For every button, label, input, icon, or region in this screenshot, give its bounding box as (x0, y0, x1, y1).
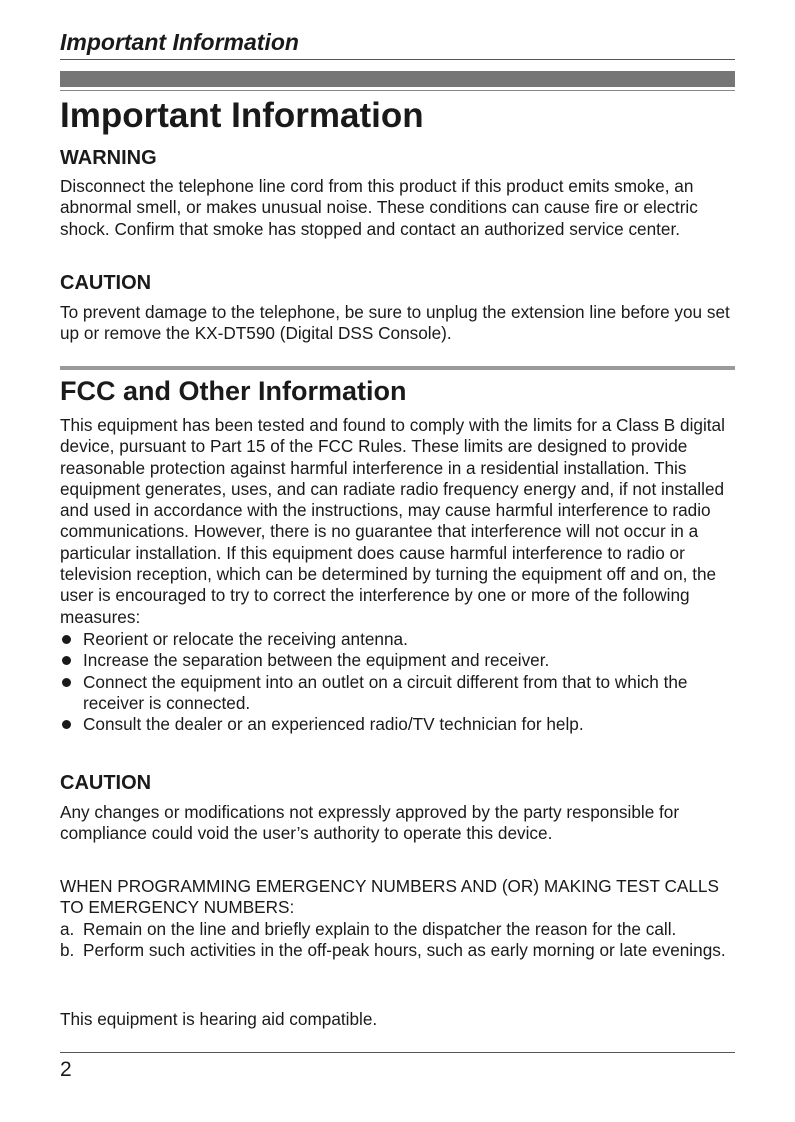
footer-rule (60, 1052, 735, 1053)
list-item: Increase the separation between the equipment and receiver. (60, 650, 735, 671)
emergency-intro: WHEN PROGRAMMING EMERGENCY NUMBERS AND (OR) MAKING TEST CALLS TO EMERGENCY NUMBERS: (60, 876, 719, 918)
bullet-icon (62, 720, 71, 729)
running-header: Important Information (60, 29, 299, 55)
warning-text: Disconnect the telephone line cord from this product if this product emits smoke, an abnormal smell, or makes unusual noise. These conditions can cause fire or electric shock. Confirm that smoke has stopped and contact an authorized service center. (60, 176, 698, 239)
fcc-heading: FCC and Other Information (60, 376, 407, 406)
caution-text: To prevent damage to the telephone, be sure to unplug the extension line before you set up or remove the KX-DT590 (Digital DSS Console). (60, 302, 730, 344)
section-gray-bar (60, 71, 735, 87)
list-item: Connect the equipment into an outlet on a circuit different from that to which the receiver is connected. (60, 672, 735, 715)
warning-heading: WARNING (60, 147, 157, 169)
bullet-icon (62, 635, 71, 644)
fcc-text: This equipment has been tested and found to comply with the limits for a Class B digital device, pursuant to Part 15 of the FCC Rules. These limits are designed to provide reasonable protection against harmful interference in a residential installation. This equipment generates, uses, and can radiate radio frequency energy and, if not installed and used in accordance with the instructions, may cause harmful interference to radio communications. However, there is no guarantee that interference will not occur in a particular installation. If this equipment does cause harmful interference to radio or television reception, which can be determined by turning the equipment off and on, the user is encouraged to try to correct the interference by one or more of the following measures: (60, 415, 725, 627)
list-item: b. Perform such activities in the off-peak hours, such as early morning or late evenings. (60, 940, 726, 961)
list-item: Reorient or relocate the receiving antenna. (60, 629, 735, 650)
page-number: 2 (60, 1058, 72, 1081)
page-title: Important Information (60, 96, 424, 135)
caution-heading-2: CAUTION (60, 772, 152, 794)
caution-text-2: Any changes or modifications not expressly approved by the party responsible for compliance could void the user’s authority to operate this device. (60, 802, 680, 844)
bullet-icon (62, 678, 71, 687)
emergency-list (60, 919, 735, 962)
list-item: a. Remain on the line and briefly explain to the dispatcher the reason for the call. (60, 919, 677, 939)
header-rule (60, 59, 735, 60)
hearing-aid-note: This equipment is hearing aid compatible. (60, 1009, 378, 1029)
section-divider-bar (60, 366, 735, 370)
caution-heading: CAUTION (60, 272, 152, 294)
fcc-measures-list (60, 629, 735, 735)
section-thin-rule (60, 90, 735, 91)
bullet-icon (62, 656, 71, 665)
list-item: Consult the dealer or an experienced radio/TV technician for help. (60, 714, 735, 735)
